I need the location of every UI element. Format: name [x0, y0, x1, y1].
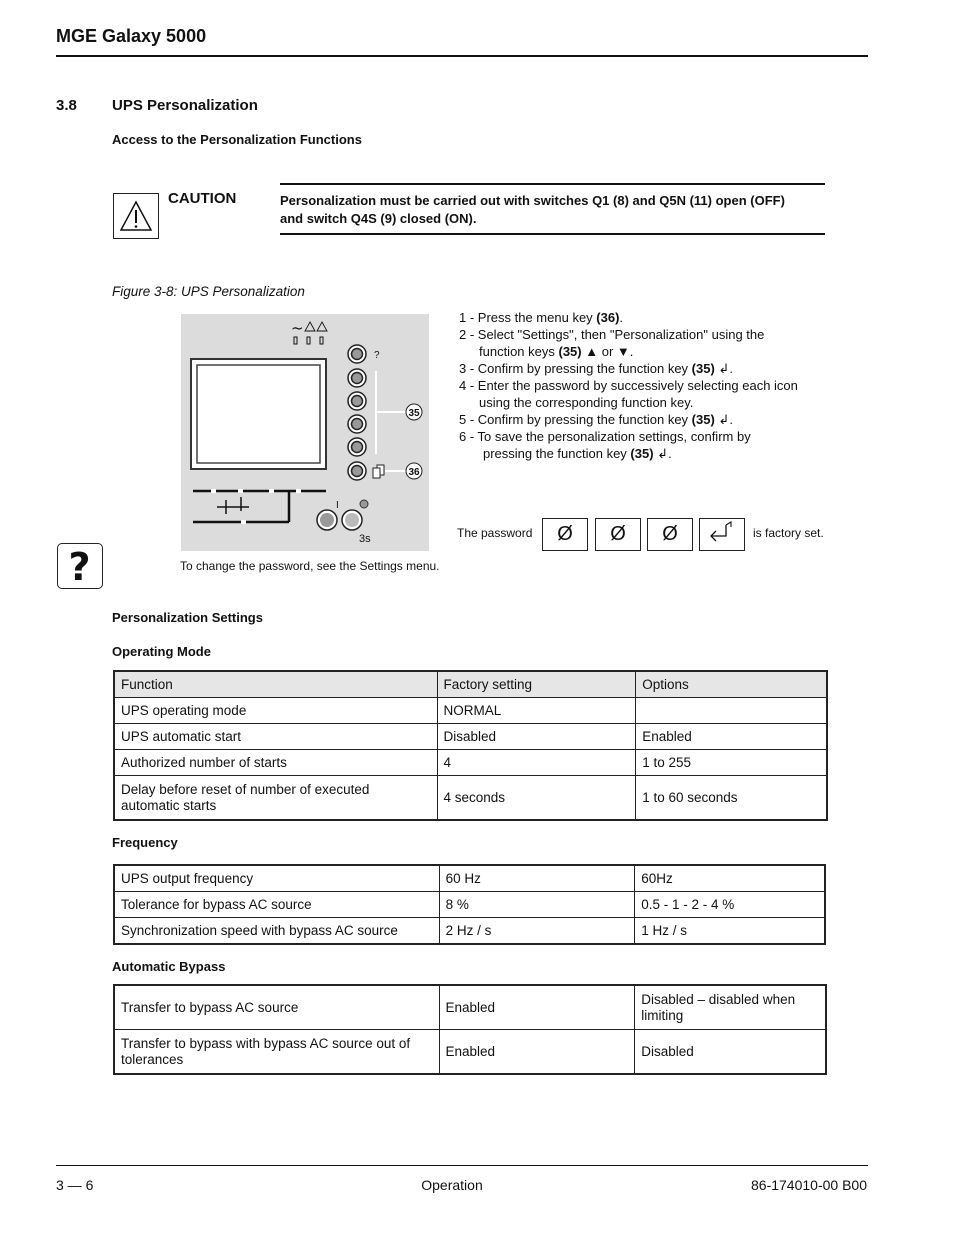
- step-6-cont: pressing the function key (35) ↲.: [483, 446, 672, 461]
- ups-front-panel: [181, 314, 429, 551]
- password-key-2: Ø: [595, 518, 641, 551]
- page-number: 3 — 6: [56, 1177, 94, 1193]
- table-row: Transfer to bypass with bypass AC source out of tolerances Enabled Disabled: [115, 1030, 826, 1074]
- procedure-steps: [459, 309, 839, 462]
- operating-mode-heading: Operating Mode: [112, 644, 211, 659]
- ac-wave-icon: ~: [291, 319, 304, 337]
- table-row: Authorized number of starts 4 1 to 255: [115, 750, 827, 776]
- step-1: 1 - Press the menu key (36).: [459, 310, 624, 325]
- warning-small-icon-2: [317, 322, 327, 331]
- document-title: MGE Galaxy 5000: [56, 26, 207, 46]
- enter-key-icon: ↲: [653, 446, 669, 461]
- caution-label: CAUTION: [168, 190, 237, 207]
- header-rule: [56, 55, 868, 57]
- question-icon: [57, 543, 103, 589]
- step-6: 6 - To save the personalization settings, confirm by: [459, 429, 751, 444]
- footer-section: Operation: [421, 1177, 483, 1193]
- table-row: Tolerance for bypass AC source 8 % 0.5 - 1 - 2 - 4 %: [115, 892, 825, 918]
- step-4-cont: using the corresponding function key.: [479, 395, 694, 410]
- led-3: [320, 337, 323, 344]
- footer-rule: [56, 1165, 868, 1166]
- enter-key-icon: ↲: [714, 412, 730, 427]
- password-key-1: Ø: [542, 518, 588, 551]
- function-keys: [348, 345, 366, 480]
- hold-3s-label: 3s: [359, 533, 371, 545]
- led-1: [294, 337, 297, 344]
- automatic-bypass-table: [114, 985, 826, 1074]
- mimic-diagram: [193, 491, 326, 522]
- step-5: 5 - Confirm by pressing the function key (35) ↲.: [459, 412, 733, 427]
- arrow-up-icon: ▲: [581, 344, 599, 359]
- column-header: Options: [636, 672, 827, 698]
- column-header: Factory setting: [437, 672, 636, 698]
- frequency-table: [114, 865, 825, 944]
- help-key-mark: ?: [374, 350, 380, 361]
- access-heading: Access to the Personalization Functions: [112, 132, 362, 147]
- password-key-3: Ø: [647, 518, 693, 551]
- on-switch-mark: I: [336, 500, 339, 511]
- personalization-heading: Personalization Settings: [112, 610, 263, 625]
- step-2-cont: function keys (35) ▲ or ▼.: [479, 344, 634, 359]
- caution-line-2: and switch Q4S (9) closed (ON).: [280, 211, 477, 226]
- step-2: 2 - Select "Settings", then "Personalization" using the: [459, 327, 765, 342]
- arrow-down-icon: ▼: [616, 344, 630, 359]
- section-number: 3.8: [56, 97, 77, 114]
- figure-caption: Figure 3-8: UPS Personalization: [112, 284, 305, 299]
- column-header: Function: [115, 672, 438, 698]
- warning-icon: [113, 193, 159, 239]
- password-suffix: is factory set.: [753, 526, 824, 540]
- svg-text:?: ?: [68, 545, 91, 587]
- table-row: Transfer to bypass AC source Enabled Disabled – disabled when limiting: [115, 986, 826, 1030]
- table-row: Delay before reset of number of executed automatic starts 4 seconds 1 to 60 seconds: [115, 776, 827, 820]
- table-row: UPS output frequency 60 Hz 60Hz: [115, 866, 825, 892]
- caution-text: [280, 183, 825, 235]
- table-header-row: [115, 672, 827, 698]
- frequency-heading: Frequency: [112, 835, 178, 850]
- step-3: 3 - Confirm by pressing the function key (35) ↲.: [459, 361, 733, 376]
- enter-key-icon: ↲: [714, 361, 730, 376]
- callout-35: 35: [408, 408, 420, 419]
- ups-panel-drawing: [181, 314, 429, 551]
- table-row: UPS automatic start Disabled Enabled: [115, 724, 827, 750]
- table-row: UPS operating mode NORMAL: [115, 698, 827, 724]
- callout-36: 36: [408, 467, 420, 478]
- password-label: The password: [457, 526, 533, 540]
- password-enter-icon: [699, 518, 745, 551]
- warning-small-icon-1: [305, 322, 315, 331]
- table-row: Synchronization speed with bypass AC source 2 Hz / s 1 Hz / s: [115, 918, 825, 944]
- step-4: 4 - Enter the password by successively selecting each icon: [459, 378, 798, 393]
- password-note: To change the password, see the Settings menu.: [180, 559, 440, 573]
- caution-line-1: Personalization must be carried out with switches Q1 (8) and Q5N (11) open (OFF): [280, 193, 785, 208]
- automatic-bypass-heading: Automatic Bypass: [112, 959, 226, 974]
- operating-mode-table: [114, 671, 827, 820]
- led-2: [307, 337, 310, 344]
- section-title: UPS Personalization: [112, 97, 258, 114]
- document-number: 86-174010-00 B00: [751, 1177, 867, 1193]
- status-led: [360, 500, 368, 508]
